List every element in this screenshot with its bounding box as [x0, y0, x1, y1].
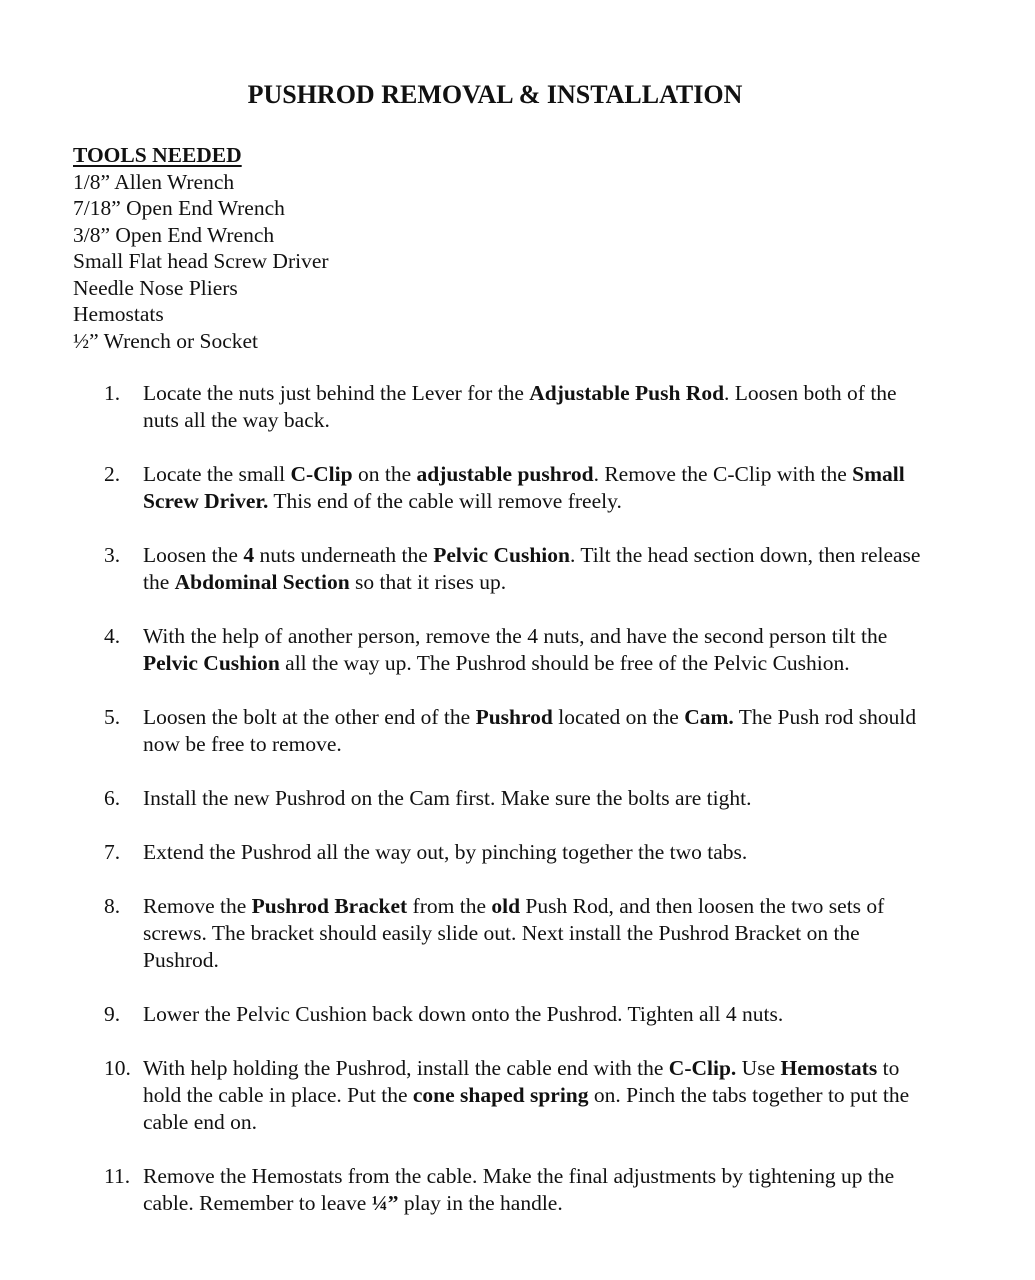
step-text-segment: Loosen the bolt at the other end of the — [143, 705, 476, 729]
step-text-segment: Install the new Pushrod on the Cam first. Make sure the bolts are tight. — [143, 786, 752, 810]
step-number: 9. — [104, 1002, 121, 1026]
step-bold-text: Adjustable Push Rod — [529, 381, 725, 405]
step-text-segment: Lower the Pelvic Cushion back down onto the Pushrod. Tighten all 4 nuts. — [143, 1002, 784, 1026]
step-bold-text: Pelvic Cushion — [143, 651, 280, 675]
step-bold-text: cone shaped spring — [412, 1083, 589, 1107]
step-text-segment: . Tilt the head section down, then release the — [143, 543, 921, 594]
step-text-segment: located on the — [552, 705, 685, 729]
step-number: 11. — [104, 1164, 131, 1188]
step-text-segment: With the help of another person, remove the 4 nuts, and have the second person tilt the — [143, 624, 888, 648]
tool-item: 1/8” Allen Wrench — [73, 169, 235, 194]
document-title: PUSHROD REMOVAL & INSTALLATION — [247, 80, 743, 109]
step-text — [143, 462, 905, 513]
step-text-segment: from the — [407, 894, 492, 918]
tools-heading: TOOLS NEEDED — [73, 143, 242, 167]
step-text-segment: play in the handle. — [398, 1191, 563, 1215]
step-bold-text: C-Clip. — [668, 1056, 737, 1080]
step-bold-text: 4 — [243, 543, 255, 567]
step-number: 1. — [104, 381, 121, 405]
step-text — [143, 786, 751, 810]
instruction-step — [104, 839, 924, 866]
step-bold-text: old — [491, 894, 521, 918]
step-text-segment: nuts underneath the — [254, 543, 434, 567]
step-text-segment: Locate the nuts just behind the Lever for the — [143, 381, 530, 405]
step-bold-text: Hemostats — [780, 1056, 878, 1080]
step-text — [143, 1002, 783, 1026]
step-text — [143, 624, 887, 675]
step-number: 2. — [104, 462, 121, 486]
step-text-segment: all the way up. The Pushrod should be free of the Pelvic Cushion. — [279, 651, 850, 675]
step-text-segment: Push Rod, and then loosen the two sets of screws. The bracket should easily slide out. Next install the Pushrod Bracket on the Pushrod. — [143, 894, 885, 972]
step-bold-text: Pelvic Cushion — [433, 543, 570, 567]
step-bold-text: Pushrod — [475, 705, 553, 729]
instruction-step — [104, 1055, 924, 1136]
step-number: 6. — [104, 786, 121, 810]
step-number: 5. — [104, 705, 121, 729]
tool-item: Needle Nose Pliers — [73, 275, 238, 300]
step-text — [143, 1056, 909, 1134]
tool-item: Hemostats — [73, 302, 164, 326]
step-number: 8. — [104, 894, 121, 918]
step-bold-text: adjustable pushrod — [416, 462, 594, 486]
step-text-segment: on. Pinch the tabs together to put the cable end on. — [143, 1083, 910, 1134]
step-text-segment: Remove the Hemostats from the cable. Make the final adjustments by tightening up the cable. Remember to leave — [143, 1164, 895, 1215]
step-bold-text: Abdominal Section — [174, 570, 350, 594]
instruction-step — [104, 461, 924, 515]
step-number: 3. — [104, 543, 121, 567]
step-bold-text: C-Clip — [290, 462, 353, 486]
step-text-segment: Use — [736, 1056, 781, 1080]
step-text — [143, 894, 884, 972]
instruction-step — [104, 1001, 924, 1028]
step-text-segment: . Loosen both of the nuts all the way back. — [143, 381, 897, 432]
step-number: 7. — [104, 840, 121, 864]
instruction-step — [104, 893, 924, 974]
step-text-segment: . Remove the C-Clip with the — [593, 462, 853, 486]
step-text-segment: so that it rises up. — [349, 570, 507, 594]
step-text-segment: Loosen the — [143, 543, 244, 567]
step-number: 4. — [104, 624, 121, 648]
tool-item: ½” Wrench or Socket — [73, 328, 259, 353]
instruction-step — [104, 704, 924, 758]
instruction-step — [104, 785, 924, 812]
step-text-segment: Locate the small — [143, 462, 291, 486]
step-text-segment: With help holding the Pushrod, install the cable end with the — [143, 1056, 669, 1080]
step-text — [143, 705, 916, 756]
step-bold-text: Pushrod Bracket — [251, 894, 408, 918]
tools-section — [73, 142, 329, 354]
instruction-step — [104, 1163, 924, 1217]
step-text — [143, 1164, 894, 1215]
step-text-segment: on the — [352, 462, 417, 486]
step-text-segment: This end of the cable will remove freely. — [268, 489, 622, 513]
instruction-step — [104, 623, 924, 677]
tool-item: 3/8” Open End Wrench — [73, 222, 275, 247]
instruction-step — [104, 380, 924, 434]
step-number: 10. — [104, 1056, 131, 1080]
step-text-segment: Extend the Pushrod all the way out, by pinching together the two tabs. — [143, 840, 748, 864]
step-bold-text: Small Screw Driver. — [143, 462, 905, 513]
tool-item: 7/18” Open End Wrench — [73, 196, 285, 220]
step-text-segment: Remove the — [143, 894, 252, 918]
instruction-steps-list — [104, 380, 924, 1244]
step-text — [143, 840, 747, 864]
step-bold-text: ¼” — [371, 1191, 399, 1215]
instruction-step — [104, 542, 924, 596]
step-text — [143, 381, 897, 432]
step-text — [143, 543, 920, 594]
step-text-segment: to hold the cable in place. Put the — [143, 1056, 900, 1107]
tool-item: Small Flat head Screw Driver — [73, 249, 329, 273]
step-text-segment: The Push rod should now be free to remove. — [143, 705, 917, 756]
step-bold-text: Cam. — [684, 705, 734, 729]
